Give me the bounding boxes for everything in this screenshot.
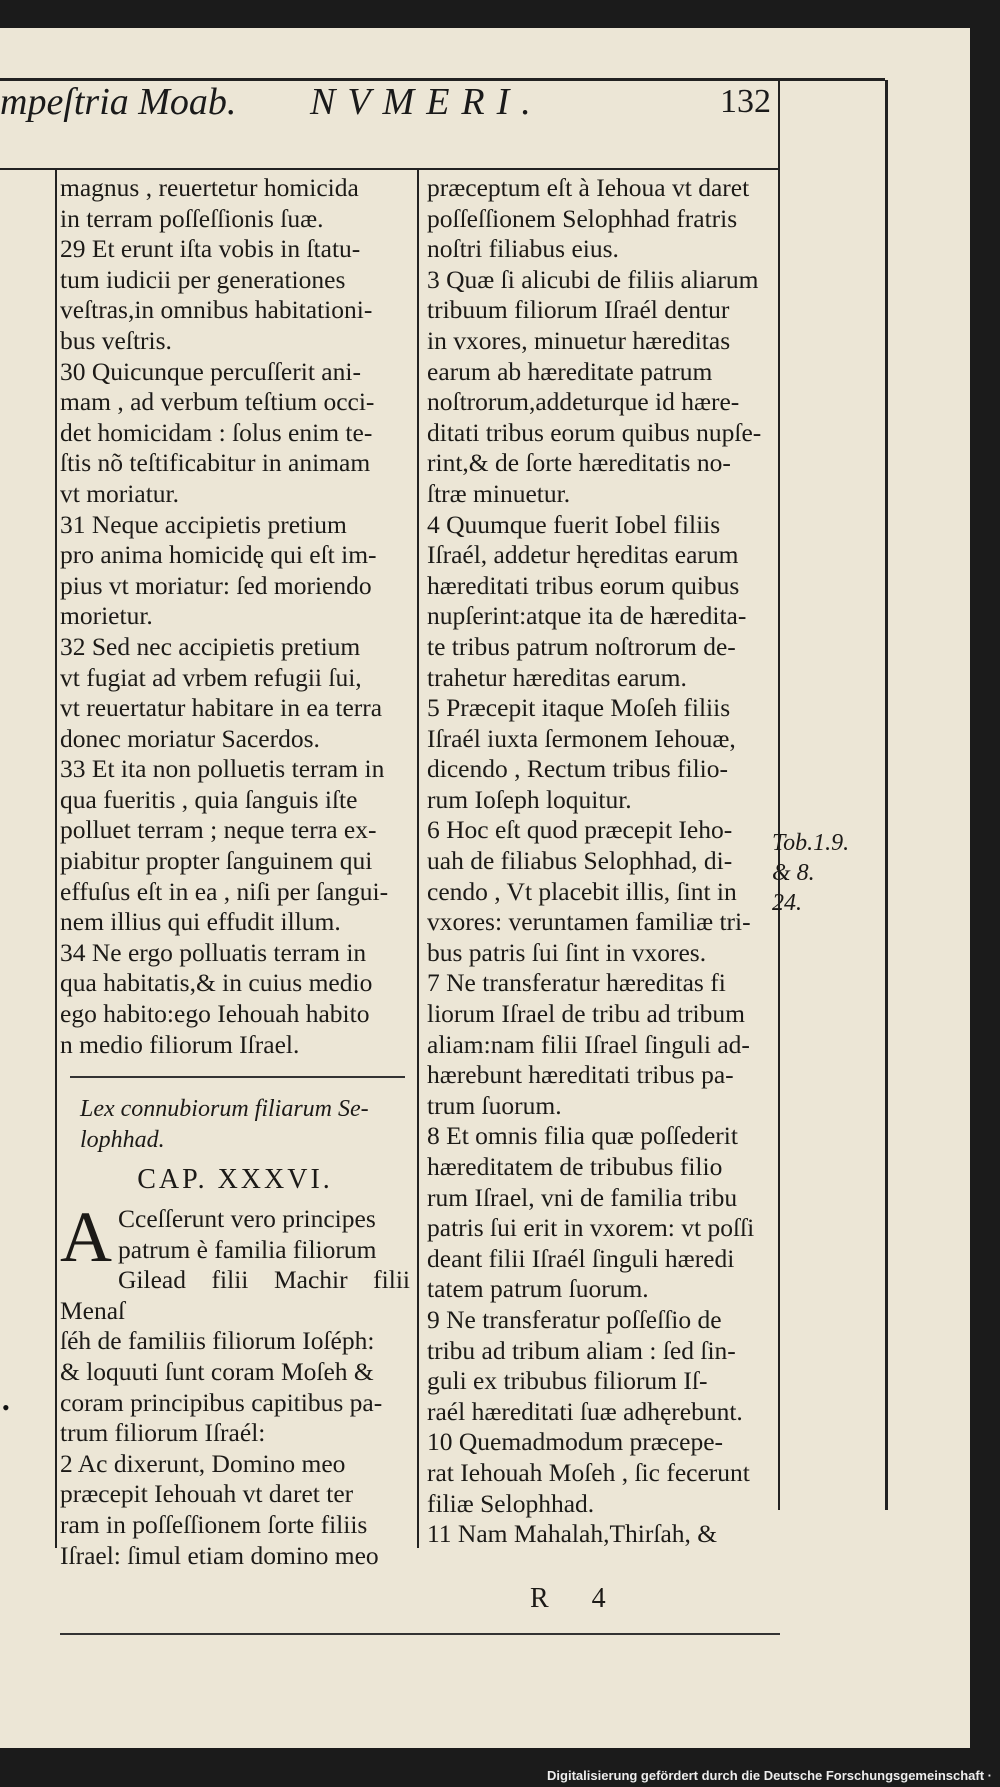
book-page bbox=[0, 28, 970, 1748]
text-line: rum Ioſeph loquitur. bbox=[427, 784, 632, 814]
text-line: bus veſtris. bbox=[60, 325, 172, 355]
page-number: 132 bbox=[720, 83, 771, 120]
text-line: pius vt moriatur: ſed moriendo bbox=[60, 570, 372, 600]
digitization-credit: Digitalisierung gefördert durch die Deutsche Forschungsgemeinschaft · bbox=[547, 1768, 992, 1783]
text-line: patris ſui erit in vxorem: vt poſſi bbox=[427, 1213, 755, 1243]
text-line: qua fueritis , quia ſanguis iſte bbox=[60, 784, 358, 814]
text-line: vt moriatur. bbox=[60, 478, 179, 508]
text-line: aliam:nam filii Iſrael ſinguli ad- bbox=[427, 1029, 750, 1059]
text-line: noſtrorum,addeturque id hære- bbox=[427, 387, 740, 417]
chapter-body bbox=[60, 1197, 410, 1571]
text-line: te tribus patrum noſtrorum de- bbox=[427, 631, 736, 661]
text-line: 30 Quicunque percuſſerit ani- bbox=[60, 356, 361, 386]
text-line: cendo , Vt placebit illis, ſint in bbox=[427, 876, 737, 906]
signature-mark: R 4 bbox=[530, 1583, 624, 1614]
text-line: trahetur hæreditas earum. bbox=[427, 662, 687, 692]
text-line: liorum Iſrael de tribu ad tribum bbox=[427, 999, 745, 1029]
text-line: raél hæreditati ſuæ adhęrebunt. bbox=[427, 1396, 743, 1426]
text-line: tribu ad tribum aliam : ſed ſin- bbox=[427, 1335, 736, 1365]
running-head-left: mpeſtria Moab. bbox=[0, 81, 237, 123]
text-line: 2 Ac dixerunt, Domino meo bbox=[60, 1448, 346, 1478]
text-line: 33 Et ita non polluetis terram in bbox=[60, 754, 385, 784]
right-column-rule bbox=[778, 80, 780, 1510]
text-line: coram principibus capitibus pa- bbox=[60, 1387, 383, 1417]
text-line: nem illius qui effudit illum. bbox=[60, 907, 341, 937]
text-line: tribuum filiorum Iſraél dentur bbox=[427, 295, 730, 325]
text-line: det homicidam : ſolus enim te- bbox=[60, 417, 373, 447]
margin-outer-rule bbox=[885, 80, 888, 1510]
margin-reference-line: Tob.1.9. bbox=[772, 830, 850, 856]
text-line: veſtras,in omnibus habitationi- bbox=[60, 295, 373, 325]
text-line: poſſeſſionem Selophhad fratris bbox=[427, 203, 738, 233]
right-column-text bbox=[427, 173, 772, 1550]
footer-rule bbox=[60, 1633, 780, 1635]
text-line: Cceſſerunt vero principes bbox=[118, 1204, 376, 1233]
text-line: uah de filiabus Selophhad, di- bbox=[427, 846, 733, 876]
text-line: rint,& de ſorte hæreditatis no- bbox=[427, 448, 731, 478]
text-line: earum ab hæreditate patrum bbox=[427, 356, 713, 386]
chapter-subtitle: Lex connubiorum filiarum Se- lophhad. bbox=[80, 1096, 369, 1153]
drop-capital: A bbox=[60, 1197, 112, 1277]
text-line: Iſraél iuxta ſermonem Iehouæ, bbox=[427, 723, 736, 753]
left-column-text bbox=[60, 173, 410, 1060]
chapter-heading: CAP. XXXVI. bbox=[137, 1164, 333, 1196]
text-line: hæreditati tribus eorum quibus bbox=[427, 570, 740, 600]
text-line: ſtis nõ teſtificabitur in animam bbox=[60, 448, 371, 478]
header-bottom-rule bbox=[0, 168, 780, 170]
text-line: n medio filiorum Iſrael. bbox=[60, 1029, 300, 1059]
text-line: 32 Sed nec accipietis pretium bbox=[60, 631, 361, 661]
text-line: tum iudicii per generationes bbox=[60, 264, 346, 294]
text-line: 3 Quæ ſi alicubi de filiis aliarum bbox=[427, 264, 759, 294]
text-line: 7 Ne transferatur hæreditas fi bbox=[427, 968, 726, 998]
column-divider bbox=[417, 168, 419, 1548]
text-line: & loquuti ſunt coram Moſeh & bbox=[60, 1356, 374, 1386]
text-line: rat Iehouah Moſeh , ſic fecerunt bbox=[427, 1457, 750, 1487]
text-line: 29 Et erunt iſta vobis in ſtatu- bbox=[60, 234, 361, 264]
text-line: ego habito:ego Iehouah habito bbox=[60, 999, 370, 1029]
text-line: vt reuertatur habitare in ea terra bbox=[60, 693, 383, 723]
margin-reference bbox=[772, 828, 849, 918]
text-line: 9 Ne transferatur poſſeſſio de bbox=[427, 1304, 722, 1334]
text-line: rum Iſrael, vni de familia tribu bbox=[427, 1182, 738, 1212]
text-line: Iſraél, addetur hęreditas earum bbox=[427, 540, 739, 570]
text-line: polluet terram ; neque terra ex- bbox=[60, 815, 377, 845]
text-line: trum filiorum Iſraél: bbox=[60, 1418, 266, 1448]
text-line: nupſerint:atque ita de hæredita- bbox=[427, 601, 747, 631]
text-line: 4 Quumque fuerit Iobel filiis bbox=[427, 509, 721, 539]
text-line: 6 Hoc eſt quod præcepit Ieho- bbox=[427, 815, 733, 845]
margin-reference-line: 24. bbox=[772, 890, 802, 916]
text-line: 8 Et omnis filia quæ poſſederit bbox=[427, 1121, 738, 1151]
text-line: ditati tribus eorum quibus nupſe- bbox=[427, 417, 762, 447]
text-line: morietur. bbox=[60, 601, 153, 631]
text-line: in terram poſſeſſionis ſuæ. bbox=[60, 203, 324, 233]
text-line: guli ex tribubus filiorum Iſ- bbox=[427, 1366, 708, 1396]
right-column bbox=[427, 173, 772, 1550]
text-line: 31 Neque accipietis pretium bbox=[60, 509, 347, 539]
text-line: donec moriatur Sacerdos. bbox=[60, 723, 320, 753]
left-column-rule bbox=[55, 168, 57, 1548]
text-line: magnus , reuertetur homicida bbox=[60, 173, 359, 202]
text-line: 10 Quemadmodum præcepe- bbox=[427, 1427, 724, 1457]
text-line: hæreditatem de tribubus filio bbox=[427, 1152, 723, 1181]
text-line: piabitur propter ſanguinem qui bbox=[60, 846, 373, 876]
text-line: tatem patrum ſuorum. bbox=[427, 1274, 649, 1304]
text-line: ram in poſſeſſionem ſorte filiis bbox=[60, 1509, 368, 1539]
text-line: trum ſuorum. bbox=[427, 1090, 562, 1120]
text-line: ſtræ minuetur. bbox=[427, 478, 571, 508]
text-line: vxores: veruntamen familiæ tri- bbox=[427, 907, 751, 937]
text-line: 34 Ne ergo polluatis terram in bbox=[60, 937, 367, 967]
text-line: qua habitatis,& in cuius medio bbox=[60, 968, 373, 998]
running-head-title: NVMERI. bbox=[310, 81, 543, 123]
edge-mark: • bbox=[2, 1395, 10, 1420]
text-line: Gilead filii Machir filii Menaſ bbox=[60, 1265, 410, 1325]
text-line: Iſrael: ſimul etiam domino meo bbox=[60, 1540, 379, 1570]
text-line: 11 Nam Mahalah,Thirſah, & bbox=[427, 1519, 718, 1549]
text-line: præcepit Iehouah vt daret ter bbox=[60, 1479, 354, 1509]
text-line: bus patris ſui ſint in vxores. bbox=[427, 937, 707, 967]
text-line: vt fugiat ad vrbem refugii ſui, bbox=[60, 662, 362, 692]
section-separator bbox=[70, 1076, 405, 1078]
text-line: patrum è familia filiorum bbox=[118, 1234, 377, 1264]
text-line: mam , ad verbum teſtium occi- bbox=[60, 387, 375, 417]
text-line: hærebunt hæreditati tribus pa- bbox=[427, 1060, 734, 1090]
text-line: effuſus eſt in ea , niſi per ſangui- bbox=[60, 876, 389, 906]
text-line: 5 Præcepit itaque Moſeh filiis bbox=[427, 693, 731, 723]
left-column bbox=[60, 173, 410, 1571]
text-line: dicendo , Rectum tribus filio- bbox=[427, 754, 728, 784]
text-line: filiæ Selophhad. bbox=[427, 1488, 595, 1518]
text-line: deant filii Iſraél ſinguli hæredi bbox=[427, 1243, 735, 1273]
text-line: ſéh de familiis filiorum Ioſéph: bbox=[60, 1326, 375, 1356]
text-line: noſtri filiabus eius. bbox=[427, 234, 619, 264]
margin-reference-line: & 8. bbox=[772, 860, 815, 886]
text-line: pro anima homicidę qui eſt im- bbox=[60, 540, 377, 570]
text-line: in vxores, minuetur hæreditas bbox=[427, 325, 731, 355]
text-line: præceptum eſt à Iehoua vt daret bbox=[427, 173, 750, 202]
chapter-text bbox=[60, 1197, 410, 1571]
